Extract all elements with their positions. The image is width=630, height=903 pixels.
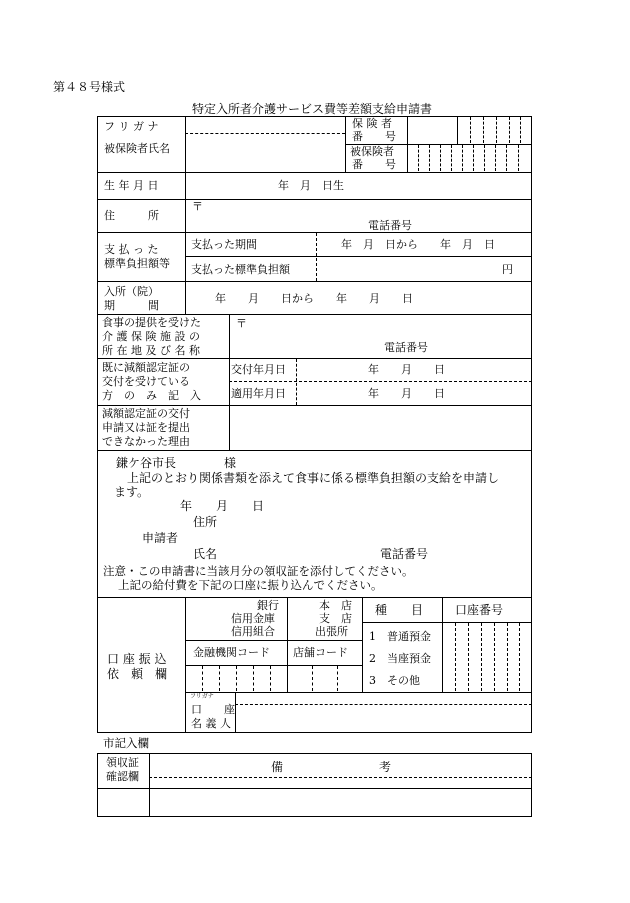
account-kind-header: 種 目 [375,603,424,617]
admission-period-field[interactable]: 年 月 日から 年 月 日 [215,292,413,305]
mayor-addressee: 鎌ケ谷市長 様 [116,456,237,470]
birth-date-field[interactable]: 年 月 日生 [278,179,344,192]
insured-number-field[interactable] [409,146,530,171]
apply-date-label: 適用年月日 [231,387,286,400]
applicant-address-label: 住所 [193,515,218,529]
note-line-2: 上記の給付費を下記の口座に振り込んでください。 [118,578,383,592]
address-phone-label: 電話番号 [368,219,412,232]
facility-label-2: 介 護 保 険 施 設 の [102,330,200,343]
reason-label-3: できなかった理由 [102,435,190,448]
insurer-number-field[interactable] [409,118,530,143]
bank-code-label: 金融機関コード [193,646,270,659]
admission-label-2: 期 間 [104,299,159,312]
application-text: 上記のとおり関係書類を添えて食事に係る標準負担額の支給を申請し [127,471,500,485]
facility-label: 食事の提供を受けた [102,316,201,329]
birth-date-label: 生 年 月 日 [104,179,159,192]
bank-transfer-label-2: 依 頼 欄 [107,667,168,681]
reason-label: 減額認定証の交付 [102,407,190,420]
form-number: 第４８号様式 [53,80,126,94]
facility-label-3: 所 在 地 及 び 名 称 [102,344,200,357]
reason-label-2: 申請又は証を提出 [102,421,190,434]
holder-furigana-label: フリガナ [190,693,214,700]
branch-type-branch: 支 店 [319,612,352,625]
remarks-header: 備 考 [271,760,392,774]
insured-number-label: 被保険者 [350,145,394,158]
application-text-2: ます。 [114,485,150,499]
institution-type-shinkin: 信用金庫 [231,612,275,625]
paid-label-2: 標準負担額等 [104,257,170,270]
insured-name-field[interactable] [187,134,343,170]
cert-label-3: 方 の み 記 入 [102,389,201,402]
branch-code-label: 店舗コード [293,646,348,659]
insurer-number-label: 保 険 者 [352,117,392,130]
city-section-title: 市記入欄 [103,736,149,750]
yen-unit: 円 [502,263,513,276]
facility-postal-mark: 〒 [236,317,247,330]
branch-type-main: 本 店 [319,599,352,612]
form-title: 特定入所者介護サービス費等差額支給申請書 [192,102,433,116]
branch-type-office: 出張所 [315,625,348,638]
account-kind-current[interactable]: 2 当座預金 [369,652,431,665]
insurer-number-label-2: 番 号 [352,130,396,143]
account-kind-ordinary[interactable]: 1 普通預金 [369,630,431,643]
application-date[interactable]: 年 月 日 [180,499,265,513]
receipt-check-label-2: 確認欄 [106,770,139,783]
cert-label: 既に減額認定証の [102,361,190,374]
applicant-name-label: 氏名 [193,547,218,561]
applicant-label: 申請者 [142,531,179,545]
paid-period-label: 支払った期間 [191,238,257,251]
facility-phone-label: 電話番号 [384,341,428,354]
applicant-phone-label: 電話番号 [380,547,429,561]
apply-date-field[interactable]: 年 月 日 [368,387,445,400]
account-number-header: 口座番号 [455,603,504,617]
issue-date-label: 交付年月日 [231,363,286,376]
reason-field[interactable] [232,408,528,447]
address-field[interactable] [200,202,520,216]
issue-date-field[interactable]: 年 月 日 [368,363,445,376]
paid-amount-label: 支払った標準負担額 [191,263,290,276]
paid-period-field[interactable]: 年 月 日から 年 月 日 [341,238,495,251]
bank-transfer-label: 口 座 振 込 [107,652,167,666]
institution-type-kumiai: 信用組合 [231,625,275,638]
insured-number-label-2: 番 号 [352,158,396,171]
address-label: 住 所 [104,209,159,222]
cert-label-2: 交付を受けている [102,375,190,388]
receipt-check-label: 領収証 [106,756,139,769]
facility-field[interactable] [246,318,516,336]
account-holder-field[interactable] [238,707,528,731]
account-holder-label-2: 名 義 人 [191,717,231,730]
institution-type-bank: 銀行 [257,599,279,612]
paid-amount-field[interactable] [320,259,490,279]
admission-label: 入所（院） [104,285,159,298]
furigana-label: フ リ ガ ナ [104,120,159,133]
paid-label: 支 払 っ た [104,243,159,256]
postal-mark: 〒 [192,200,203,213]
account-holder-label: 口 座 [191,703,235,716]
account-kind-other[interactable]: 3 その他 [369,674,420,687]
insured-name-label: 被保険者氏名 [104,142,170,155]
note-line-1: 注意・この申請書に当該月分の領収証を添付してください。 [103,564,414,578]
